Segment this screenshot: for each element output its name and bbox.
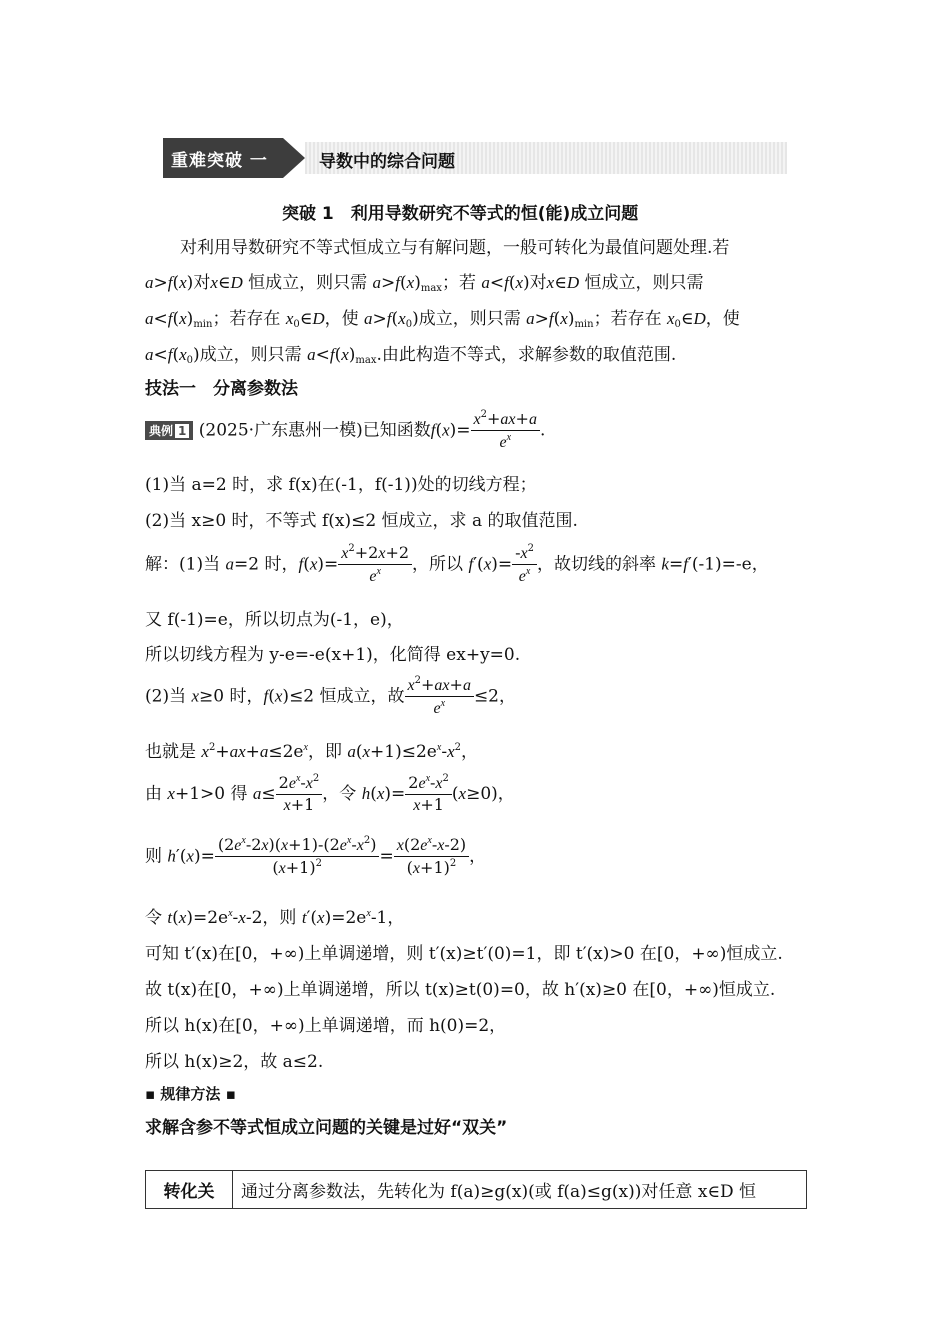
solution-line-6: 由 x+1>0 得 a≤ $\frac{2e^x-x^2}{x+1}$ ，令 h(x)= $\frac{2e^x-x^2}{x+1}$ (x≥0)， <box>145 773 515 814</box>
solution-line-7: 则 h′(x)= $\frac{(2e^x-2x)(x+1)-(2e^x-x^2)}{(x+1)^2}$ = $\frac{x(2e^x-x-2)}{(x+1)^2}$ ， <box>145 835 487 877</box>
rules-heading: ▪ 规律方法 ▪ <box>145 1085 236 1103</box>
question-1: (1)当 a=2 时，求 f(x)在(-1，f(-1))处的切线方程； <box>145 475 537 495</box>
example-statement: 典例 1 (2025·广东惠州一模)已知函数f(x)= $\frac{x^2+ax+a}{e^x}$ . <box>145 410 545 452</box>
solution-line-3: 所以切线方程为 y-e=-e(x+1)，化简得 ex+y=0. <box>145 645 521 665</box>
solution-line-5: 也就是 $x^2+ax+a\le 2e^x$，即 $a(x+1)\le 2e^x-x^2$， <box>145 742 478 762</box>
method-title: 技法一 分离参数法 <box>145 379 298 399</box>
solution-line-8: 令 $t(x)=2e^x-x-2$，则 $t'(x)=2e^x-1$， <box>145 908 405 928</box>
solution-line-11: 所以 h(x)在[0，+∞)上单调递增，而 h(0)=2， <box>145 1016 507 1036</box>
intro-line-4: $a<f(x_0)$成立，则只需 $a<f(x)_{max}$.由此构造不等式，求解参数的取值范围. <box>145 345 677 366</box>
rules-key: 求解含参不等式恒成立问题的关键是过好“双关” <box>145 1118 508 1138</box>
banner-title: 导数中的综合问题 <box>319 152 455 172</box>
solution-line-12: 所以 h(x)≥2，故 a≤2. <box>145 1052 324 1072</box>
solution-line-4: (2)当 x≥0 时，f(x)≤2 恒成立，故 $\frac{x^2+ax+a}{e^x}$ ≤2， <box>145 675 516 717</box>
question-2: (2)当 x≥0 时，不等式 f(x)≤2 恒成立，求 a 的取值范围. <box>145 511 578 531</box>
section-title: 突破 1 利用导数研究不等式的恒(能)成立问题 <box>282 204 639 224</box>
solution-line-9: 可知 t′(x)在[0，+∞)上单调递增，则 t′(x)≥t′(0)=1，即 t′(x)>0 在[0，+∞)恒成立. <box>145 944 783 964</box>
banner-arrow <box>283 138 305 178</box>
section-banner <box>163 138 787 178</box>
solution-line-2: 又 f(-1)=e，所以切点为(-1，e)， <box>145 610 404 630</box>
intro-line-2: a>f(x)对x∈D 恒成立，则只需 $a>f(x)_{max}$；若 a<f(x)对x∈D 恒成立，则只需 <box>145 273 704 294</box>
example-tag: 典例 1 <box>145 421 193 440</box>
intro-line-1: 对利用导数研究不等式恒成立与有解问题，一般可转化为最值问题处理.若 <box>180 238 730 258</box>
rules-table <box>145 1170 807 1209</box>
table-row <box>146 1171 807 1209</box>
solution-line-1: 解：(1)当 a=2 时，f(x)= $\frac{x^2+2x+2}{e^x}$ ，所以 f′(x)= $\frac{-x^2}{e^x}$ ，故切线的斜率 k=f′(-1)=-e， <box>145 543 769 585</box>
solution-line-10: 故 t(x)在[0，+∞)上单调递增，所以 t(x)≥t(0)=0，故 h′(x)≥0 在[0，+∞)恒成立. <box>145 980 776 1000</box>
banner-label: 重难突破 一 <box>171 151 268 171</box>
intro-line-3: $a<f(x)_{min}$；若存在 $x_0\in D$，使 $a>f(x_0)$成立，则只需 $a>f(x)_{min}$；若存在 $x_0\in D$，使 <box>145 309 740 330</box>
row-label: 转化关 <box>146 1171 233 1209</box>
row-text: 通过分离参数法，先转化为 f(a)≥g(x)(或 f(a)≤g(x))对任意 x∈D 恒 <box>233 1171 807 1209</box>
